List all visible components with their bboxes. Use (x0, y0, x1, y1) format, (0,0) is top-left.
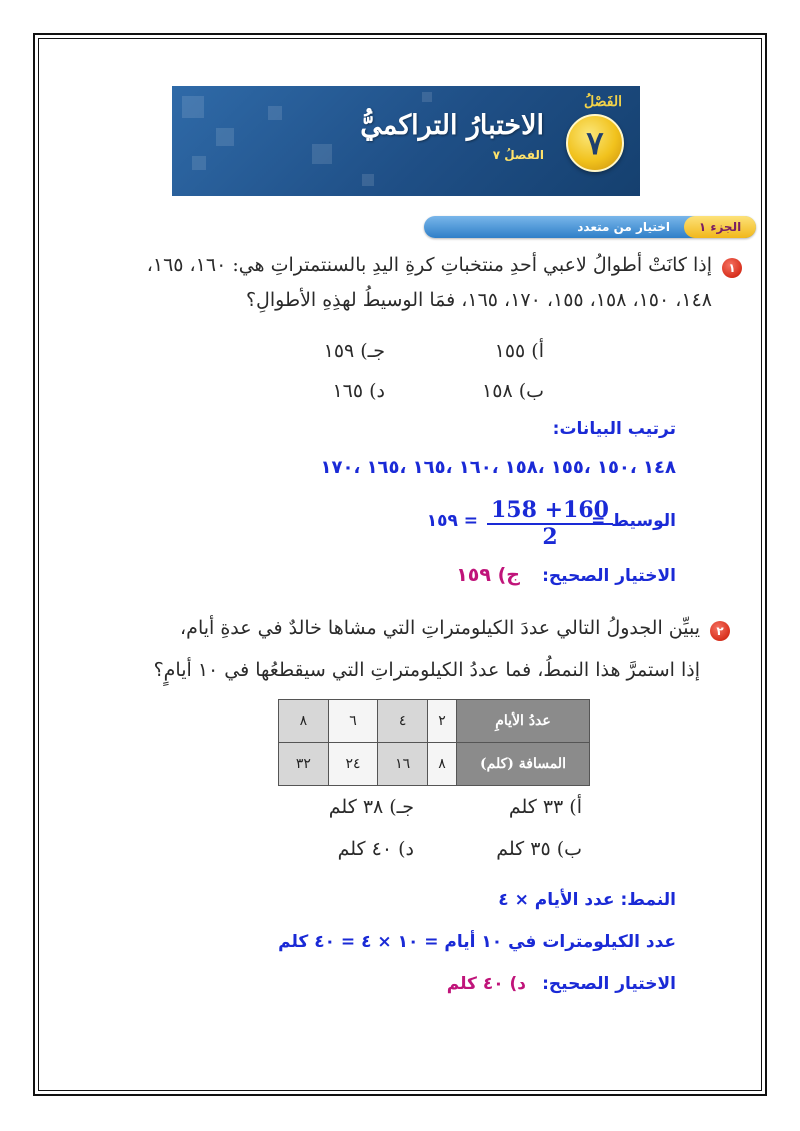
q2-answer-value: د) ٤٠ كلم (446, 974, 526, 994)
question-2-line-2: إذا استمرَّ هذا النمطُ، فما عددُ الكيلومتراتِ التي سيقطعُها في ١٠ أيامٍ؟ (153, 659, 700, 681)
question-1-line-1: إذا كانَتْ أطوالُ لاعبي أحدِ منتخباتِ كرةِ اليدِ بالسنتمتراتِ هي: ١٦٠، ١٦٥، (146, 254, 712, 276)
page-subtitle: الفصلُ ٧ (492, 148, 544, 162)
table-cell: ١٦ (378, 743, 428, 786)
chapter-number: ٧ (586, 124, 604, 162)
section-header-bar (424, 216, 756, 238)
table-cell: ٦ (328, 700, 378, 743)
question-2-number: ٢ (710, 621, 730, 641)
question-2-line-1: يبيِّن الجدولُ التالي عددَ الكيلومتراتِ التي مشاها خالدٌ في عدةِ أيام، (180, 617, 700, 639)
page-title: الاختبارُ التراكميُّ (360, 110, 544, 141)
question-1-line-2: ١٤٨، ١٥٠، ١٥٨، ١٥٥، ١٧٠، ١٦٥، فمَا الوسيطُ لهذِهِ الأطوالِ؟ (245, 289, 712, 311)
q2-option-a[interactable]: أ) ٣٣ كلم (508, 796, 582, 818)
chapter-number-badge (566, 114, 624, 172)
q1-answer-label: الاختيار الصحيح: (542, 566, 676, 586)
table-cell: ٨ (428, 743, 457, 786)
table-cell: ٨ (279, 700, 329, 743)
q2-option-c[interactable]: جـ) ٣٨ كلم (328, 796, 414, 818)
table-cell: ٣٢ (279, 743, 329, 786)
chapter-word: الفَصْلُ (584, 94, 622, 110)
q2-option-d[interactable]: د) ٤٠ كلم (337, 838, 414, 860)
q1-median-label: الوسيط = (591, 511, 676, 531)
q1-fraction-numerator: 158 +160 (487, 497, 613, 525)
q2-pattern: النمط: عدد الأيام × ٤ (498, 890, 676, 910)
q2-answer-label: الاختيار الصحيح: (542, 974, 676, 994)
table-header-days: عددُ الأيامِ (457, 700, 590, 743)
q1-sort-label: ترتيب البيانات: (552, 419, 676, 439)
question-1-number: ١ (722, 258, 742, 278)
q1-sorted-values: ١٤٨ ،١٥٠ ،١٥٥ ،١٥٨ ،١٦٠ ،١٦٥ ،١٦٥ ،١٧٠ (320, 457, 676, 478)
chapter-banner (172, 86, 640, 196)
q1-option-d[interactable]: د) ١٦٥ (332, 380, 385, 402)
q1-median-result: = ١٥٩ (426, 511, 478, 531)
q1-fraction-denominator: 2 (542, 524, 558, 550)
section-part-label: الجزء ١ (684, 216, 756, 238)
q1-option-b[interactable]: ب) ١٥٨ (482, 380, 544, 402)
table-cell: ٢٤ (328, 743, 378, 786)
distance-table (278, 699, 590, 786)
q1-answer-value: ج) ١٥٩ (456, 564, 520, 586)
q1-median-fraction (487, 497, 613, 549)
table-cell: ٤ (378, 700, 428, 743)
q2-option-b[interactable]: ب) ٣٥ كلم (496, 838, 582, 860)
table-row (279, 743, 590, 786)
section-title: اختيار من متعدد (577, 220, 670, 234)
q2-calculation: عدد الكيلومترات في ١٠ أيام = ١٠ × ٤ = ٤٠ كلم (278, 932, 676, 952)
q1-option-a[interactable]: أ) ١٥٥ (494, 340, 544, 362)
table-cell: ٢ (428, 700, 457, 743)
table-header-distance: المسافة (كلم) (457, 743, 590, 786)
table-row (279, 700, 590, 743)
q1-option-c[interactable]: جـ) ١٥٩ (323, 340, 385, 362)
